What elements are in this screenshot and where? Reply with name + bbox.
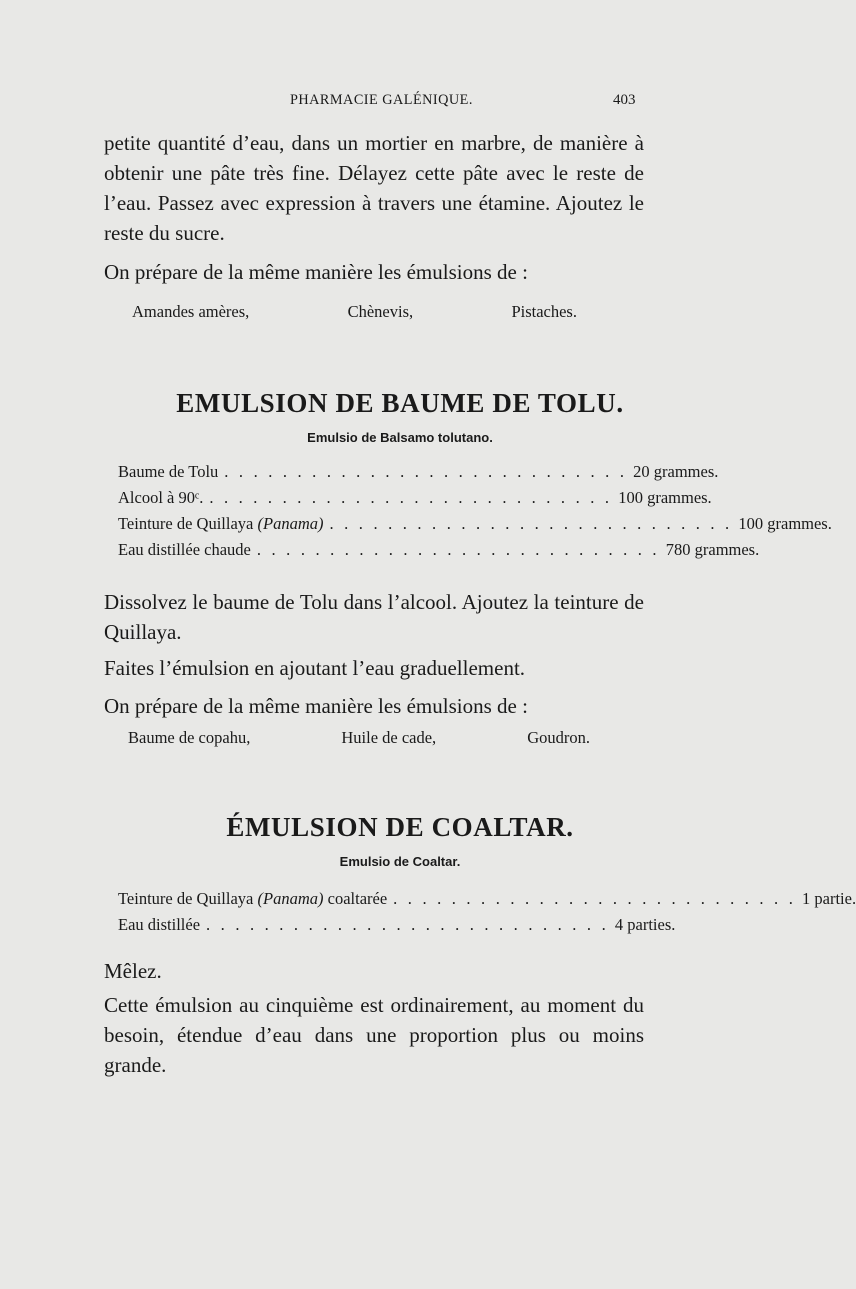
variant-item: Amandes amères, [132, 302, 250, 321]
recipe-row [118, 462, 719, 488]
recipe-row [118, 889, 856, 915]
tolu-same-manner: On prépare de la même manière les émulsions de : [104, 694, 528, 718]
ingredient-name: Teinture de Quillaya (Panama) coaltarée [118, 889, 388, 908]
leader-dots: . . . . . . . . . . . . . . . . . . . . . . . . . . . . [224, 462, 628, 481]
variant-item: Huile de cade, [341, 728, 437, 747]
leader-dots: . . . . . . . . . . . . . . . . . . . . . . . . . . . . [329, 514, 733, 533]
coaltar-instructions-2: Cette émulsion au cinquième est ordinairement, au moment du besoin, étendue d’eau dans une proportion plus ou moins grande. [104, 993, 644, 1077]
recipe-tolu [118, 462, 832, 566]
intro-variants [132, 302, 577, 322]
running-title: PHARMACIE GALÉNIQUE. [290, 92, 473, 108]
ingredient-qty: 1 partie. [802, 889, 856, 908]
leader-dots: . . . . . . . . . . . . . . . . . . . . . . . . . . . . [393, 889, 797, 908]
running-head [0, 92, 800, 120]
variant-item: Baume de copahu, [128, 728, 251, 747]
recipe-row [118, 540, 760, 566]
ingredient-name: Teinture de Quillaya (Panama) [118, 514, 324, 533]
recipe-row [118, 488, 712, 514]
intro-paragraph-block [104, 128, 644, 248]
ingredient-qty: 100 grammes. [618, 488, 712, 507]
section-title-tolu: EMULSION DE BAUME DE TOLU. [176, 388, 624, 418]
ingredient-qty: 20 grammes. [633, 462, 719, 481]
coaltar-instructions-block [104, 956, 644, 1080]
ingredient-name: Eau distillée chaude [118, 540, 251, 559]
ingredient-qty: 4 parties. [614, 915, 676, 934]
page-number: 403 [613, 92, 636, 108]
leader-dots: . . . . . . . . . . . . . . . . . . . . . . . . . . . . [209, 488, 613, 507]
variant-item: Goudron. [527, 728, 590, 747]
ingredient-name: Eau distillée [118, 915, 201, 934]
coaltar-instructions-1: Mêlez. [104, 959, 162, 983]
intro-same-manner: On prépare de la même manière les émulsions de : [104, 260, 528, 284]
tolu-variants [128, 728, 590, 748]
ingredient-qty: 100 grammes. [738, 514, 832, 533]
variant-item: Pistaches. [511, 302, 577, 321]
ingredient-name: Alcool à 90ᶜ. [118, 488, 204, 507]
latin-title-tolu: Emulsio de Balsamo tolutano. [307, 430, 493, 445]
leader-dots: . . . . . . . . . . . . . . . . . . . . . . . . . . . . [256, 540, 660, 559]
leader-dots: . . . . . . . . . . . . . . . . . . . . . . . . . . . . [206, 915, 609, 934]
intro-paragraph: petite quantité d’eau, dans un mortier en marbre, de manière à obtenir une pâte très fine. Délayez cette pâte avec le reste de l’eau. Passez avec expression à travers une étamine. Ajoutez le reste du sucre. [104, 131, 644, 245]
variant-item: Chènevis, [347, 302, 414, 321]
section-title-coaltar: ÉMULSION DE COALTAR. [226, 812, 574, 842]
tolu-instructions-1: Dissolvez le baume de Tolu dans l’alcool. Ajoutez la teinture de Quillaya. [104, 590, 644, 644]
recipe-row [118, 514, 832, 540]
ingredient-qty: 780 grammes. [665, 540, 760, 559]
recipe-coaltar [118, 889, 856, 941]
intro-same-manner-block [104, 257, 644, 287]
ingredient-name: Baume de Tolu [118, 462, 219, 481]
tolu-instructions-block [104, 587, 644, 721]
tolu-instructions-2: Faites l’émulsion en ajoutant l’eau graduellement. [104, 656, 526, 680]
latin-title-coaltar: Emulsio de Coaltar. [339, 854, 461, 869]
recipe-row [118, 915, 676, 941]
